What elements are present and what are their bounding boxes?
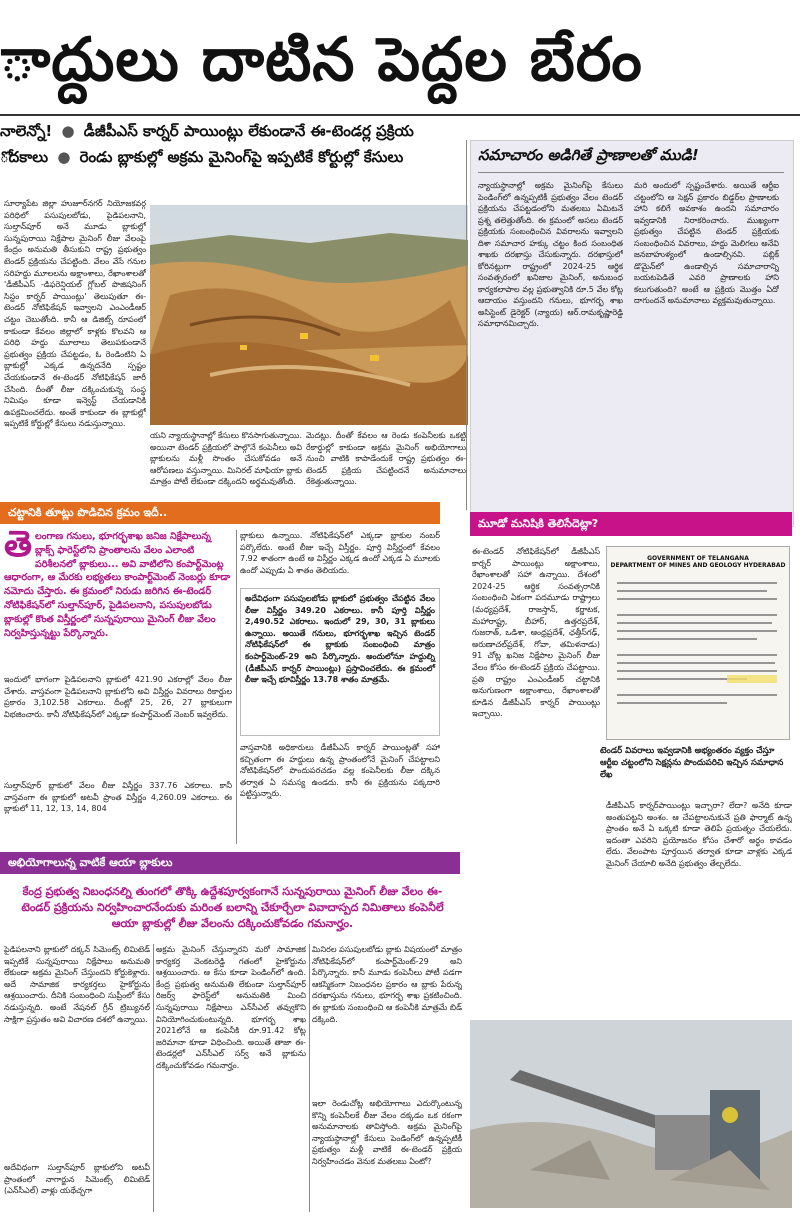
- subheading-1-a: నాలెన్నో!: [0, 122, 53, 140]
- list-item-1: ఇందులో భాగంగా పైడిపలనాని బ్లాకులో 421.90 ఎకరాల్లో వేలం లీజు చేశారు. వాస్తవంగా పైడిపలనాని బ్లాకులోని అవి విస్తీర్ణం వివరాలు రికార్డుల ప్రకారం 3,102.58 ఎకరాలు. దీంట్లో 25, 26, 27 బ్లాకులుగా విభజించారు. కానీ నోటిఫికేషన్‌లో ఎక్కడా కంపార్ట్‌మెంట్ నెంబర్ ఇవ్వలేదు.: [4, 675, 232, 719]
- column-divider: [466, 140, 467, 510]
- sidebar-col-1: న్యాయస్థానాల్లో అక్రమ మైనింగ్‌పై కేసులు పెండింగ్‌లో ఉన్నప్పటికీ ప్రభుత్వం వేలం టెండర్ ప్రక్రియను చేపట్టడంలోని మతలబు ఏమిటనే ప్రశ్న తలెత్తుతోంది. ఈ క్రమంలో అసలు టెండర్ ప్రక్రియకు సంబంధించిన వివరాలను ఇవ్వాలని దిశా సమాచార హక్కు చట్టం కింద సంబంధిత శాఖకు దరఖాస్తు చేసుకున్నారు. దరఖాస్తులో కోరినట్లుగా రాష్ట్రంలో 2024-25 ఆర్థిక సంవత్సరంలో ఖనిజాల మైనింగ్, అనుబంధ కార్యకలాపాల వల్ల ప్రభుత్వానికి రూ.5 వేల కోట్ల ఆదాయం వస్తుందని గనులు, భూగర్భ శాఖ అసిస్టెంట్ డైరెక్టర్ (న్యాయ) ఆర్.రామకృష్ణారెడ్డి సమాధానమిచ్చారు.: [478, 181, 623, 328]
- magenta-article: ఈ-టెండర్ నోటిఫికేషన్‌లో డీజీపీఎస్ కార్నర్ పాయింట్లు అక్షాంశాలు, రేఖాంశాలతో సహా ఉన్నాయి. దేశంలో 2024-25 ఆర్థిక సంవత్సరానికి సంబంధించి ఏకంగా పదమూడు రాష్ట్రాలు (మధ్యప్రదేశ్, రాజస్తాన్, కర్ణాటక, మహారాష్ట్ర, బీహార్, ఉత్తరప్రదేశ్, గుజరాత్, ఒడిశా, ఆంధ్రప్రదేశ్, ఛత్తీస్‌గఢ్, అరుణాచల్‌ప్రదేశ్, గోవా, తమిళనాడు) 91 చోట్ల ఖనిజ నిక్షేపాల మైనింగ్ లీజు వేలం కోసం ఈ-టెండర్ ప్రక్రియ చేపట్టాయి. ప్రతి రాష్ట్రం ఎంఎండీఆర్ చట్టానికి అనుగుణంగా అక్షాంశాలు, రేఖాంశాలతో కూడిన డీజీపీఎస్ కార్నర్ పాయింట్లు ఇచ్చాయి.: [472, 547, 600, 719]
- highlight-paragraph: [4, 530, 232, 668]
- subheading-2: [0, 148, 460, 170]
- article-col-mid: యని న్యాయస్థానాల్లో కేసులు కొనసాగుతున్నాయి. అయినా టెండర్ ప్రక్రియలో పాల్గొనే కంపెనీలు అవి బ్లాకులను మళ్లీ సొంతం చేసుకోవడం అనే ఆరోపణలు వస్తున్నాయి. మినిరల్ మాఫియా బ్లాకు మాత్రం పోటీ లేకుండా దక్కిందని అర్థమవుతోంది.: [150, 431, 302, 487]
- letter-lines-icon: [607, 575, 789, 735]
- crusher-photo: [470, 1020, 792, 1208]
- subheading-2-b: రెండు బ్లాకుల్లో అక్రమ మైనింగ్‌పై ఇప్పటికే కోర్టుల్లో కేసులు: [79, 148, 404, 166]
- list-mid-box: అదేవిధంగా పసుపులబోడు బ్లాకులో ప్రభుత్వం చేపట్టిన వేలం లీజు విస్తీర్ణం 349.20 ఎకరాలు. కానీ పూర్తి విస్తీర్ణం 2,490.52 ఎకరాలు. ఇందులో 29, 30, 31 బ్లాకులు ఉన్నాయి. అయితే గనులు, భూగర్భశాఖ ఇచ్చిన టెండర్ నోటిఫికేషన్‌లో ఈ బ్లాకుకు సంబంధించి మాత్రం కంపార్ట్‌మెంట్-29 అని పేర్కొన్నారు. అందులోనూ హద్దుల్ని (డీజీపీఎస్ కార్నర్ పాయింట్లు) ప్రస్తావించలేదు. ఈ క్రమంలో లీజు ఇచ్చే భూవిస్తీర్ణం 13.78 శాతం మాత్రమే.: [240, 588, 440, 736]
- section-bar-purple: అభియోగాలున్న వాటికే ఆయా బ్లాకులు: [0, 852, 460, 874]
- list-mid-bottom: వాస్తవానికి అధికారులు డీజీపీఎస్ కార్నర్ పాయింట్లతో సహా కచ్చితంగా ఈ హద్దులు ఉన్న ప్రాంతంలోనే మైనింగ్ చేపట్టాలని నోటిఫికేషన్‌లో పొందుపరచడం వల్ల కంపెనీలకు లీజు దక్కిన తర్వాత ఏ సమస్య ఉండదు. కానీ ఈ ప్రక్రియను పక్కదారి పట్టిస్తున్నారు.: [240, 743, 440, 799]
- lead-paragraph: కేంద్ర ప్రభుత్వ నిబంధనల్ని తుంగలో తొక్కి ఉద్దేశపూర్వకంగానే సున్నపురాయి మైనింగ్ లీజు వేలం ఈ-టెండర్ ప్రక్రియను నిర్వహించారనేందుకు మరింత బలాన్ని చేకూర్చేలా వివాదాస్పద నిమితాలు కంపెనీలే ఆయా బ్లాకుల్లో లీజు వేలంను దక్కించుకోవడం గమనార్హం.: [21, 885, 444, 930]
- headline: ాద్దులు దాటిన పెద్దల బేరం: [0, 25, 643, 95]
- list-item-2: సుల్తాన్‌పూర్ బ్లాకులో వేలం లీజు విస్తీర్ణం 337.76 ఎకరాలు. కానీ వాస్తవంగా ఈ బ్లాకులో అటవీ ప్రాంత విస్తీర్ణం 4,260.09 ఎకరాలు. ఈ బ్లాకులో 11, 12, 13, 14, 804: [4, 781, 232, 814]
- sidebar-rule: [478, 172, 784, 173]
- list-mid-top: బ్లాకులు ఉన్నాయి. నోటిఫికేషన్‌లో ఎక్కడా బ్లాకుల నంబర్ పర్కొలేదు. అంటే లీజు ఇచ్చే విస్తీర్ణం. పూర్తి విస్తీర్ణంలో కేవలం 7.92 శాతంగా ఉంటే ఆ విస్తీర్ణం ఎక్కడ ఉందో ఎక్కడ ఏ మూలకు ఉందో ఎప్పుడు ఏ శాతం తెలియదు.: [240, 531, 440, 575]
- subheading-1-b: డీజీపీఎస్ కార్నర్ పాయింట్లు లేకుండానే ఈ-టెండర్ల ప్రక్రియ: [83, 122, 414, 140]
- subheading-1: [0, 122, 460, 144]
- sidebar-title: సమాచారం అడిగితే ప్రాణాలతో ముడి!: [478, 146, 699, 164]
- article-col-mid-2: మెదట్లు. దీంతో కేవలం ఆ రెండు కంపెనీలకు ఒకట్టి రేకార్డుల్లో కాకుండా అక్రమ మైనింగ్ అభియోగాలు నుంచి వాటికి కాపాడేందుకే రాష్ట్ర ప్రభుత్వం ఈ-టెండర్ ప్రక్రియ చేపట్టిందనే అనుమానాలు రేకెత్తుతున్నాయి.: [306, 431, 466, 487]
- letter-heading: GOVERNMENT OF TELANGANA DEPARTMENT OF MINES AND GEOLOGY HYDERABAD: [610, 555, 786, 569]
- quarry-photo: [150, 205, 468, 425]
- magenta-article-2: డీజీపీఎస్ కార్నర్‌పాయింట్లు ఇచ్చారా? లేదా? అనేది కూడా అంతుపట్టని అంశం. ఆ చేపట్టాలనుకునే ప్రతి ఫార్మాట్ ఉన్న ప్రాంతం అనే ఏ ఒక్కటి కూడా తెలిపే ప్రయత్నం చేయలేదు. ఇదంతా ఎవరిని ప్రయోజనం కోసం చేశారో అర్థం కావడం లేదు. వేలంపాట పూర్తయిన తర్వాత కూడా వాళ్లకు ఎక్కడ మైనింగ్ చేయాలి అనేది ప్రభుత్వం తేల్చలేదు.: [606, 801, 792, 868]
- headline-rule: [0, 114, 800, 116]
- bottom-col-3: మినిరల పసుపులబోడు బ్లాకు విషయంలో మాత్రం నోటిఫికేషన్‌లో కంపార్ట్‌మెంట్-29 అని పేర్కొన్నారు. కానీ మూడు కంపెనీలు పోటీ పడగా ఆకస్మికంగా నిబంధనల ప్రకారం ఆ బ్లాకు పేరున్న దరఖాస్తును గనులు, భూగర్భ శాఖ ప్రకటించింది. ఈ బ్లాకుకు సంబంధించి ఆ కంపెనీకి మాత్రమే బిడ్ దక్కింది.: [312, 945, 462, 1024]
- letter-image: [606, 546, 790, 740]
- section-bar-orange: చట్టానికి తూట్లు పొడిచిన క్రమం ఇదీ..: [0, 502, 440, 524]
- subheading-2-a: ోదకాలు: [0, 148, 49, 166]
- bullet-icon: ●: [61, 122, 75, 140]
- bottom-col-2: అక్రమ మైనింగ్ చేస్తున్నారని మరో సామాజిక కార్యకర్త వెంకటరెడ్డి గతంలో హైకోర్టును ఆశ్రయించారు. ఆ కేసు కూడా పెండింగ్‌లో ఉంది. కేంద్ర ప్రభుత్వ అనుమతి లేకుండా సుల్తాన్‌పూర్ రిజర్వ్ ఫారెస్ట్‌లో అనుమతికి మించి సున్నపురాయి నిక్షేపాలు ఎన్‌సీఎల్ తవ్వుకొని వినియోగించుకుంటున్నది. భూగర్భ శాఖ 2021లోనే ఆ కంపెనీకి రూ.91.42 కోట్ల జరిమానా కూడా విధించింది. అయితే తాజా ఈ-టెండర్లలో ఎన్‌సీఎల్ సర్వ్ అనే బ్లాకును దక్కించుకోవడం గమనార్హం.: [156, 945, 306, 1070]
- bottom-col-1b: అదేవిధంగా సుల్తాన్‌పూర్ బ్లాకులోని అటవీ ప్రాంతంలో నాగార్జున సిమెంట్స్ లిమిటెడ్ (ఎన్‌సీఎల్) వాళ్లు యథేచ్ఛగా: [4, 1163, 150, 1196]
- section-bar-magenta: మూడో మనిషికి తెలిసేదెట్లా?: [470, 512, 792, 536]
- bottom-col-3b: ఇలా రెండుచోట్ల అభియోగాలు ఎదుర్కొంటున్న కొన్ని కంపెనీలకే లీజు వేలం దక్కడం ఒక రకంగా అనుమానాలకు తావిస్తోంది. అక్రమ మైనింగ్‌పై న్యాయస్థానాల్లో కేసులు పెండింగ్‌లో ఉన్నప్పటికీ ప్రభుత్వం మళ్లీ వాటికే ఈ-టెండర్ ప్రక్రియ నిర్వహించడం వెనుక మతలబు ఏంటో?: [312, 1099, 462, 1166]
- letter-caption: టెండర్ వివరాలు ఇవ్వడానికి అభ్యంతరం వ్యక్తం చేస్తూ ఆర్టీఐ చట్టంలోని సెక్షన్లను పొందుపరిచి ఇచ్చిన సమాధాన లేఖ: [600, 746, 784, 780]
- column-divider: [236, 530, 237, 844]
- column-divider: [153, 944, 154, 1212]
- highlight-text: లంగాణ గనులు, భూగర్భశాఖ జనిజ నిక్షేపాలున్న బ్లాక్స్ ఫారెస్ట్‌లోని ప్రాంతాలను వేలం ఎలాంటి పరిశీలనలో బ్లాకులు... అవి వాటిలోని కంపార్ట్‌మెంట్ల ఆధారంగా, ఆ మేరకు లభ్యతలు కాంపార్ట్‌మెంట్ నెంబర్లు కూడా నమోదు చేస్తారు. ఈ క్రమంలో నిరుడు జరిగిన ఈ-టెండర్ నోటిఫికేషన్‌లో సుల్తాన్‌పూర్, పైడిపలనాని, పసుపులబోడు బ్లాకుల్లో కొంత విస్తీర్ణంలో సున్నపురాయి మైనింగ్ లీజు వేలం నిర్వహిస్తున్నట్టు పేర్కొన్నారు.: [4, 531, 231, 639]
- sidebar-col-2: మరి అందులో స్పష్టంచేశారు. అయితే ఆర్టీఐ చట్టంలోని ఆ సెక్షన్ ప్రకారం బిడ్డర్‌ల ప్రాణాలకు హాని కలిగే అవకాశం ఉందని సమాచారం ఇవ్వడానికి నిరాకరించారు. ముఖ్యంగా ప్రభుత్వం చేపట్టిన టెండర్ ప్రక్రియకు సంబంధించిన వివరాలు, హద్దు మెలిగలు అనేవి జనబాహుళ్యంలో ఉండాల్సినవి. పబ్లిక్ డొమైన్‌లో ఉండాల్సిన సమాచారాన్ని బయటపెడితే ఎవరి ప్రాణాలకు హాని కలుగుతుంది? అంటే ఆ ప్రక్రియ మొత్తం ఏదో దాగుందనే అనుమానాలు వ్యక్తమవుతున్నాయి.: [634, 181, 779, 305]
- bottom-col-1: పైడిపలనాని బ్లాకులో దక్కన్ సిమెంట్స్ లిమిటెడ్ ఇప్పటికే సున్నపురాయి నిక్షేపాలు అనుమతి లేకుండా అక్రమ మైనింగ్ చేస్తుందని కోర్టుకెళ్లారు. అదే సామాజిక కార్యకర్తలు హైకోర్టును ఆశ్రయించారు. దీనికి సంబంధించి సుప్రీంలో కేసు నడుస్తున్నది. అంటే నేషనల్ గ్రీన్ ట్రిబ్యునల్ సాక్షిగా ప్రస్తుతం అవి విచారణ దశలో ఉన్నాయి.: [4, 945, 150, 1024]
- bullet-icon: ●: [57, 148, 71, 166]
- article-col-left: సూర్యాపేట జిల్లా హుజూర్‌నగర్ నియోజకవర్గ పరిధిలో పసుపులబోడు, పైడిపలనాని, సుల్తాన్‌పూర్ అనే మూడు బ్లాకుల్లో సున్నపురాయి నిక్షేపాల మైనింగ్ లీజు వేలంపై కేంద్రం అనుమతి తీసుకుని రాష్ట్ర ప్రభుత్వం టెండర్ ప్రక్రియను చేపట్టింది. వేలం వేసే గనుల సరిహద్దు మూలలను అక్షాంశాలు, రేఖాంశాలతో 'డీజీపీఎస్ -డిఫరెన్షియల్ గ్లోబల్ పొజిషనింగ్ సిస్టం కార్నర్ పాయింట్లు' తెలుపుతూ ఈ-టెండర్ నోటిఫికేషన్ ఇవ్వాలని ఎంఎండీఆర్ చట్టం చెబుతోంది. కానీ ఆ డిజిట్స్ రూపంలో కాకుండా కేవలం జిల్లాలో కాళ్లకు కొలవని ఆ పరిధి హద్దు మూలాలు తెలుపకుండానే ప్రభుత్వం ప్రక్రియ చేపట్టడం, ఓ రెండింటిని ఏ బ్లాకుల్లో ఎక్కడ ఉన్నదనేది స్పష్టం చేయకుండానే ఈ-టెండర్ నోటిఫికేషన్ జారీ చేసింది. దీంతో లీజు దక్కించుకున్న సంస్థ నిమిషం కూడా ఇన్వెస్ట్ చేయడానికి ఉపక్రమించలేదు. అంతే కాకుండా ఈ బ్లాకుల్లో ఇప్పటికే కోర్టుల్లో కేసులు నడుస్తున్నాయి.: [4, 199, 146, 429]
- column-divider: [309, 944, 310, 1212]
- drop-cap: తె: [4, 530, 33, 565]
